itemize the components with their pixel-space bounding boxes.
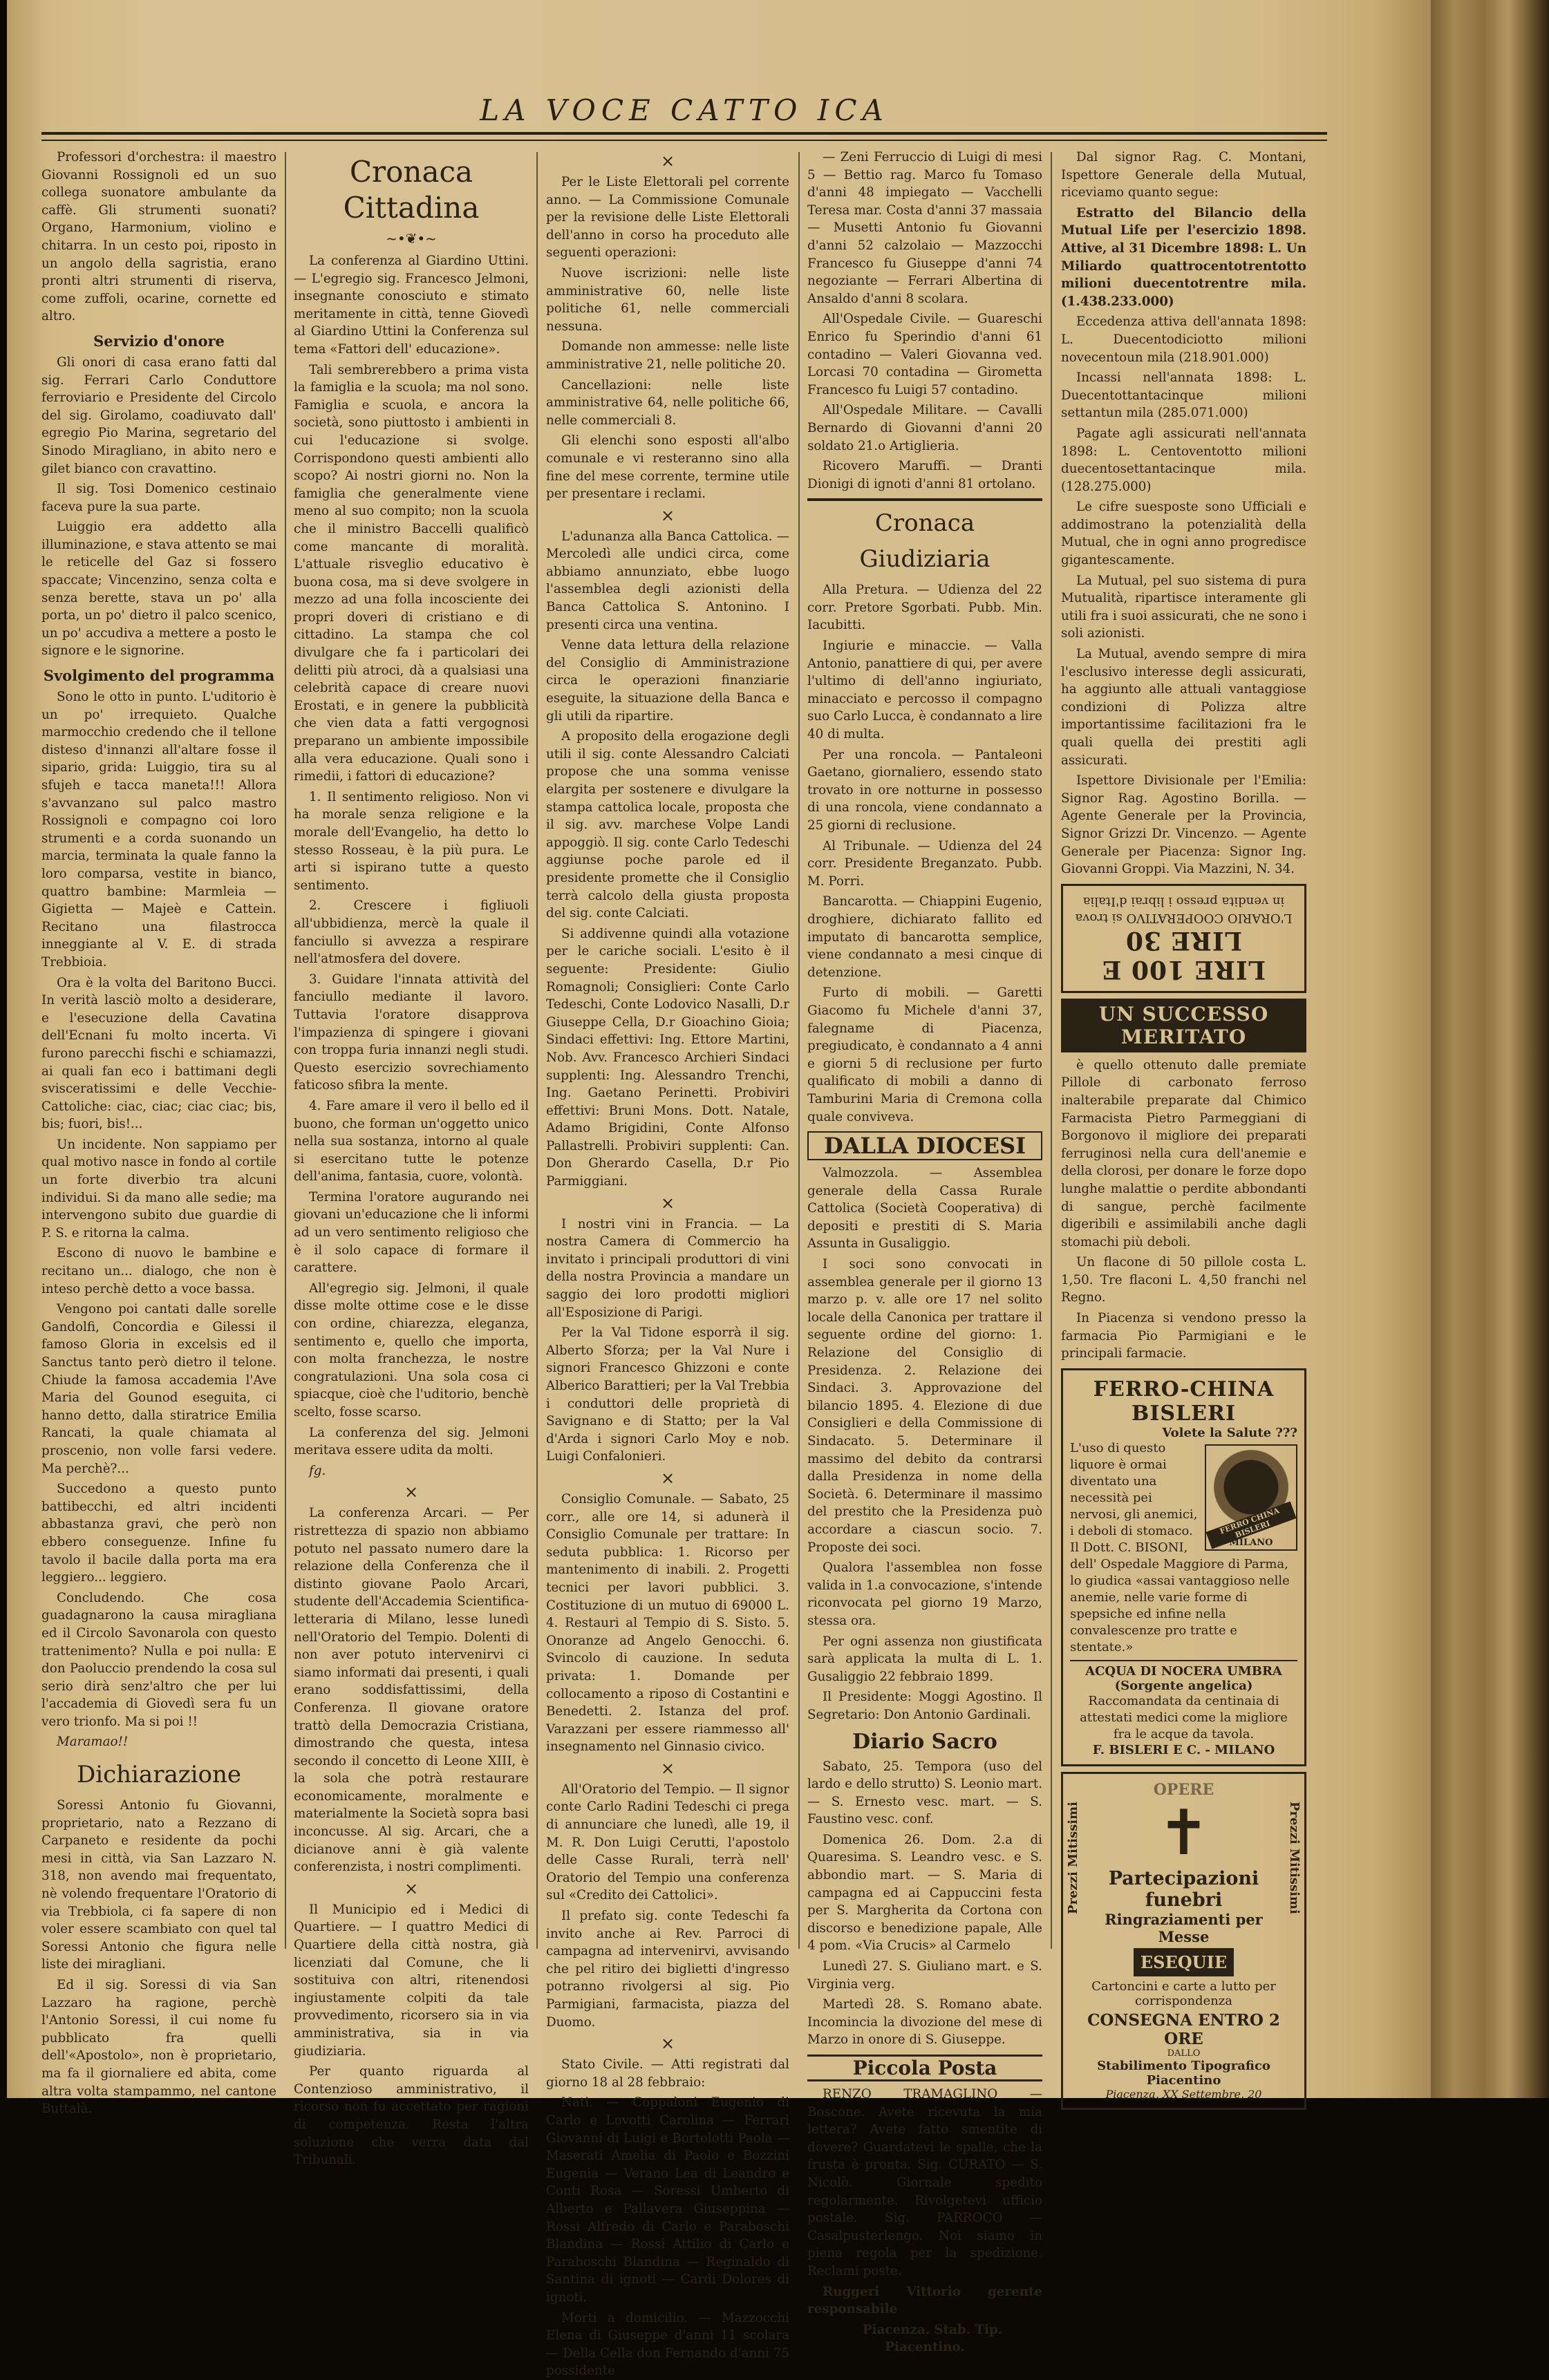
paragraph: Venne data lettura della relazione del Consiglio di Amministrazione circa le operazioni finanziarie eseguite, la situazione della Banca e gli utili da ripartire. xyxy=(546,638,789,724)
separator: × xyxy=(660,1193,675,1213)
column-1 xyxy=(41,149,276,2117)
paragraph: Per le Liste Elettorali pel corrente anno. — La Commissione Comunale per la revisione delle Liste Elettorali dell'anno in corso ha proceduto alle seguenti operazioni: xyxy=(546,175,789,261)
funeral-printing-advertisement xyxy=(1061,1772,1306,2110)
paragraph: Luiggio era addetto alla illuminazione, e stava attento se mai le reticelle del Gaz si fossero spaccate; Vincenzino, senza colta e senza berette, stava un po' alla porta, un po' dietro il palco scenico, un po' accudiva a mettere a posto le signore e le signorine. xyxy=(41,520,276,659)
ad-line: Partecipazioni funebri xyxy=(1108,1867,1259,1911)
paragraph: Nati. — Coppaloni Eugenio di Carlo e Lovotti Carolina — Ferrari Giovanni di Luigi e Bortolotti Paola — Maserati Amelia di Paolo e Bozzini Eugenia — Verano Lea di Leandro e Conti Rosa — Soressi Umberto di Alberto e Pallavera Giuseppina — Rossi Alfredo di Carlo e Paraboschi Blandina — Rossi Attilio di Carlo e Paraboschi Blandina — Reginaldo di Santina di ignoti — Cardi Dolores di ignoti. xyxy=(546,2095,789,2305)
column-divider xyxy=(798,152,800,1949)
paragraph: Soressi Antonio fu Giovanni, proprietario, nato a Rezzano di Carpaneto e residente da pochi mesi in città, via San Lazzaro N. 318, non avendo mai frequentato, nè volendo frequentare l'Oratorio di via Trebbiola, ci fa sapere di non voler essere scambiato con quel tal Soressi Antonio che figura nelle liste dei miragliani. xyxy=(41,1798,276,1972)
paragraph: Cancellazioni: nelle liste amministrative 64, nelle politiche 66, nelle commerciali 8. xyxy=(546,377,789,428)
paragraph: A proposito della erogazione degli utili il sig. conte Alessandro Calciati propose che una somma venisse elargita per sostenere e divulgare la stampa cattolica locale, proposta che il sig. avv. marchese Volpe Landi appoggiò. Il sig. conte Carlo Tedeschi aggiunse poche parole ed il presidente promette che il Consiglio terrà calcolo della giusta proposta del sig. conte Calciati. xyxy=(546,729,789,921)
column-divider xyxy=(536,152,538,1949)
paragraph: All'egregio sig. Jelmoni, il quale disse molte ottime cose e le disse con ordine, chiarezza, eleganza, sentimento e, quello che importa, con molta franchezza, le nostre congratulazioni. Una sola cosa ci spiacque, cioè che l'uditorio, benchè scelto, fosse scarso. xyxy=(294,1281,529,1419)
ornament: ~•❦•~ xyxy=(386,230,437,247)
ad-line: Cartoncini e carte a lutto per corrispondenza xyxy=(1091,1978,1276,2008)
paragraph: Eccedenza attiva dell'annata 1898: L. Duecentodiciotto milioni novecentoun mila (218.901.000) xyxy=(1061,314,1306,365)
paragraph: Per quanto riguarda al Contenzioso amministrativo, il ricorso non fu accettato per ragioni di competenza. Resta l'altra soluzione che verra data dal Tribunali. xyxy=(294,2064,529,2168)
ad-side-label: Prezzi Mitissimi xyxy=(1066,1801,1080,1914)
lion-emblem-icon xyxy=(1205,1444,1297,1551)
ad-line: CONSEGNA ENTRO 2 ORE xyxy=(1087,2010,1280,2048)
masthead-rule xyxy=(41,132,1327,141)
ad-text: Raccomandata da centinaia di attestati medici come la migliore fra le acque da tavola. xyxy=(1080,1693,1288,1741)
paragraph: I soci sono convocati in assemblea generale per il giorno 13 marzo p. v. alle ore 17 nel solito locale della Canonica per trattare il seguente ordine del giorno: 1. Relazione del Consiglio di Presidenza. 2. Relazione dei Sindaci. 3. Approvazione del bilancio 1895. 4. Elezione di due Consiglieri e della Commissione di Sindacato. 5. Determinare il massimo del debito da contrarsi dalla Presidenza in nome della Società. 6. Determinare il massimo del prestito che la Presidenza può accordare a ciascun socio. 7. Proposte dei soci. xyxy=(807,1257,1042,1555)
paragraph: All'Ospedale Militare. — Cavalli Bernardo di Giovanni d'anni 20 soldato 21.o Artiglieria. xyxy=(807,403,1042,453)
newspaper-title: LA VOCE CATTO ICA xyxy=(480,93,889,127)
paragraph: Stato Civile. — Atti registrati dal giorno 18 al 28 febbraio: xyxy=(546,2057,789,2090)
paragraph: Un flacone di 50 pillole costa L. 1,50. Tre flaconi L. 4,50 franchi nel Regno. xyxy=(1061,1255,1306,1305)
paragraph: RENZO TRAMAGLINO — Boscone. Avete ricevuta la mia lettera? Avete fatto smentite di dovere? Guardatevi le spalle, che la frusta è pronta. Sig. CURATO — S. Nicolò. Giornale spedito regolarmente. Rivolgetevi ufficio postale. Sig. PARROCO — Casalpusterlengo. Noi siamo in piena regola per la spedizione. Reclami poste. xyxy=(807,2087,1042,2278)
separator: × xyxy=(404,1878,419,1898)
cross-icon: ✝ xyxy=(1157,1796,1210,1869)
section-heading: Cronaca Giudiziaria xyxy=(807,498,1042,577)
section-heading: Servizio d'onore xyxy=(93,332,225,350)
paragraph: Gli onori di casa erano fatti dal sig. Ferrari Carlo Conduttore ferroviario e Presidente del Circolo del sig. Girolamo, coadiuvato dall' egregio Pio Marina, segretario del Sinodo Miragliano, in abito nero e gilet bianco con cravattino. xyxy=(41,355,276,476)
paragraph: Furto di mobili. — Garetti Giacomo fu Michele d'anni 37, falegname di Piacenza, pregiudicato, è condannato a 4 anni e giorni 5 di reclusione per furto qualificato di mobili a danno di Tamburini Maria di Cremona colla quale conviveva. xyxy=(807,985,1042,1124)
column-5 xyxy=(1061,149,1306,2101)
paragraph: Ora è la volta del Baritono Bucci. In verità lasciò molto a desiderare, e l'esecuzione della Cavatina dell'Ecnani fu molto incerta. Vi furono parecchi fischi e schiamazzi, ai quali fan eco i battimani degli svisceratissimi e delle Vecchie-Cattoliche: ciac, ciac; ciac ciac; bis, bis; fuori, bis!... xyxy=(41,975,276,1132)
column-divider xyxy=(285,152,286,1949)
ad-headline: UN SUCCESSO MERITATO xyxy=(1061,999,1306,1052)
paragraph: Lunedì 27. S. Giuliano mart. e S. Virginia verg. xyxy=(807,1959,1042,1992)
paragraph: Sabato, 25. Tempora (uso del lardo e dello strutto) S. Leonio mart. — S. Ernesto vesc. mart. — S. Faustino vesc. conf. xyxy=(807,1759,1042,1827)
ad-line: Stabilimento Tipografico Piacentino xyxy=(1097,2058,1270,2088)
separator: × xyxy=(660,2034,675,2054)
ad-side-label: Prezzi Mitissimi xyxy=(1287,1801,1302,1914)
ad-label: FERRO CHINA BISLERI xyxy=(1205,1501,1296,1549)
paragraph: Il Municipio ed i Medici di Quartiere. — I quattro Medici di Quartiere della città nostra, già licenziati dal Comune, che li sostituiva con altri, ritenendosi ingiustamente colpiti da tale provvedimento, ricorsero sia in via amministrativa, sia in via giudiziaria. xyxy=(294,1902,529,2059)
paragraph: La Mutual, pel suo sistema di pura Mutualità, ripartisce interamente gli utili fra i suoi assicurati, che ne sono i soli azionisti. xyxy=(1061,573,1306,641)
ad-text: L'ORARIO COOPERATIVO si trova in vendita presso i librai d'Italia xyxy=(1075,894,1293,925)
orario-advertisement xyxy=(1061,884,1306,993)
paragraph: Consiglio Comunale. — Sabato, 25 corr., alle ore 14, si adunerà il Consiglio Comunale per trattare: In seduta pubblica: 1. Ricorso per mantenimento di inabili. 2. Progetti tecnici per lavori pubblici. 3. Costituzione di un mutuo di 69000 L. 4. Restauri al Tempio di S. Sisto. 5. Onoranze ad Angelo Genocchi. 6. Svincolo di cauzione. In seduta privata: 1. Domande per collocamento a riposo di Costantini e Benedetti. 2. Istanza del prof. Varazzani per essere riammesso all' insegnamento nel Ginnasio civico. xyxy=(546,1491,789,1755)
paragraph: La conferenza al Giardino Uttini. — L'egregio sig. Francesco Jelmoni, insegnante conosciuto e stimato meritamente in città, tenne Giovedì al Giardino Uttini la Conferenza sul tema «Fattori dell' educazione». xyxy=(294,254,529,357)
paragraph: La Mutual, avendo sempre di mira l'esclusivo interesse degli assicurati, ha aggiunto alle attuali vantaggiose condizioni di Polizza altre importantissime facilitazioni fra le quali quella dei prestiti agli assicurati. xyxy=(1061,647,1306,768)
separator: × xyxy=(404,1482,419,1502)
paragraph: Gli elenchi sono esposti all'albo comunale e vi resteranno sino alla fine del mese corrente, termine utile per presentare i reclami. xyxy=(546,433,789,502)
paragraph: In Piacenza si vendono presso la farmacia Pio Parmigiani e le principali farmacie. xyxy=(1061,1311,1306,1361)
paragraph: Per ogni assenza non giustificata sarà applicata la multa di L. 1. Gusaliggio 22 febbraio 1899. xyxy=(807,1634,1042,1684)
paragraph: All'Ospedale Civile. — Guareschi Enrico fu Sperindio d'anni 61 contadino — Valeri Giovanna ved. Lorcasi 70 contadina — Girometta Francesco fu Luigi 57 contadino. xyxy=(807,312,1042,397)
paragraph: La conferenza Arcari. — Per ristrettezza di spazio non abbiamo potuto nel passato numero dare la relazione della Conferenza che il distinto giovane Paolo Arcari, studente dell'Accademia Scientifica-letteraria di Milano, lesse lunedì nell'Oratorio del Tempio. Dolenti di non aver potuto intervenirvi ci siamo informati dai presenti, i quali erano soddisfattissimi, della Conferenza. Il giovane oratore trattò della Democrazia Cristiana, dimostrando che questa, intesa secondo il concetto di Leone XIII, è la sola che potrà restaurare economicamente, moralmente e materialmente la Società sopra basi inconcusse. Al sig. Arcari, che a dicianove anni è già valente conferenzista, i nostri complimenti. xyxy=(294,1506,529,1875)
section-heading: DALLA DIOCESI xyxy=(807,1131,1042,1160)
paragraph: Concludendo. Che cosa guadagnarono la causa miragliana ed il Circolo Savonarola con questo trattenimento? Nulla e poi nulla: E don Paoluccio prendendo la cosa sul serio dirà senz'altro che per lui l'accademia di Giovedì sera fu un vero trionfo. Ma si poi !! xyxy=(41,1590,276,1729)
paragraph: Escono di nuovo le bambine e recitano un... dialogo, che non è inteso perchè detto a voce bassa. xyxy=(41,1246,276,1296)
paragraph: Pagate agli assicurati nell'annata 1898: L. Centoventotto milioni duecentosettantacinque mila. (128.275.000) xyxy=(1061,426,1306,494)
paragraph: La conferenza del sig. Jelmoni meritava essere udita da molti. xyxy=(294,1425,529,1458)
column-2 xyxy=(294,149,529,2168)
paragraph: Domande non ammesse: nelle liste amministrative 21, nelle politiche 20. xyxy=(546,339,789,372)
ad-line: Ringraziamenti per Messe xyxy=(1105,1910,1263,1945)
section-heading: Diario Sacro xyxy=(852,1729,997,1754)
section-heading: Cronaca Cittadina xyxy=(343,155,480,225)
paragraph: Ruggeri Vittorio gerente responsabile xyxy=(807,2284,1042,2317)
paragraph: Ispettore Divisionale per l'Emilia: Signor Rag. Agostino Borilla. — Agente Generale per la Provincia, Signor Grizzi Dr. Vincenzo. — Agente Generale per Piacenza: Signor Ing. Giovanni Groppi. Via Mazzini, N. 34. xyxy=(1061,773,1306,877)
paragraph: Per una roncola. — Pantaleoni Gaetano, giornaliero, essendo stato trovato in ore notturne in possesso di una roncola, viene condannato a 25 giorni di reclusione. xyxy=(807,747,1042,833)
ad-top-label: OPERE xyxy=(1153,1780,1214,1799)
paragraph: Alla Pretura. — Udienza del 22 corr. Pretore Sgorbati. Pubb. Min. Iacubitti. xyxy=(807,583,1042,633)
paragraph: Nuove iscrizioni: nelle liste amministrative 60, nelle liste politiche 61, nelle commerciali nessuna. xyxy=(546,265,789,334)
paragraph: Incassi nell'annata 1898: L. Duecentottantacinque milioni settantun mila (285.071.000) xyxy=(1061,370,1306,421)
paragraph: 1. Il sentimento religioso. Non vi ha morale senza religione e la morale dell'Evangelio, ha detto lo stesso Rosseau, è la più pura. Le arti si ispirano tutte a questo sentimento. xyxy=(294,789,529,893)
ad-signature: F. BISLERI E C. - MILANO xyxy=(1092,1742,1275,1757)
paragraph: Dal signor Rag. C. Montani, Ispettore Generale della Mutual, riceviamo quanto segue: xyxy=(1061,150,1306,200)
paragraph: Ingiurie e minaccie. — Valla Antonio, panattiere di qui, per avere l'ultimo di dell'anno ingiuriato, minacciato e percosso il compagno suo Carlo Lucca, è condannato a lire 40 di multa. xyxy=(807,639,1042,742)
signature: fg. xyxy=(309,1463,326,1478)
paragraph: Qualora l'assemblea non fosse valida in 1.a convocazione, s'intende riconvocata pel giorno 19 Marzo, stessa ora. xyxy=(807,1560,1042,1628)
section-heading: Svolgimento del programma xyxy=(43,667,275,685)
column-3 xyxy=(546,149,789,2379)
paragraph: 3. Guidare l'innata attività del fanciullo mediante il lavoro. Tuttavia l'oratore disapprova l'impazienza di spingere i giovani con troppa furia innanzi negli studi. Questo esercizio sovrechiamento faticoso sfibra la mente. xyxy=(294,972,529,1093)
ad-headline: FERRO-CHINA BISLERI xyxy=(1093,1377,1275,1426)
ferro-china-advertisement xyxy=(1061,1368,1306,1766)
separator: × xyxy=(660,1758,675,1778)
paragraph: Piacenza. Stab. Tip. Piacentino. xyxy=(862,2322,1003,2355)
paragraph: Ricovero Maruffi. — Dranti Dionigi di ignoti d'anni 81 ortolano. xyxy=(807,459,1042,491)
paragraph: Il prefato sig. conte Tedeschi fa invito anche ai Rev. Parroci di campagna ad intervenirvi, avvisando che pel ritiro dei biglietti d'ingresso potranno rivolgersi al sig. Pio Parmigiani, farmacista, piazza del Duomo. xyxy=(546,1909,789,2030)
paragraph: Un incidente. Non sappiamo per qual motivo nasce in fondo al cortile un forte diverbio tra alcuni individui. Si da mano alle sedie; ma intervengono subito due guardie di P. S. e ritorna la calma. xyxy=(41,1137,276,1240)
paragraph: Domenica 26. Dom. 2.a di Quaresima. S. Leandro vesc. e S. abbondio mart. — S. Maria di campagna ed ai Cappuccini festa per S. Margherita da Cortona con discorso e benedizione papale, Alle 4 pom. «Via Crucis» al Carmelo xyxy=(807,1832,1042,1954)
paragraph: Al Tribunale. — Udienza del 24 corr. Presidente Breganzato. Pubb. M. Porri. xyxy=(807,838,1042,889)
paragraph: — Zeni Ferruccio di Luigi di mesi 5 — Bettio rag. Marco fu Tomaso d'anni 48 impiegato — Vacchelli Teresa mar. Costa d'anni 37 massaia — Musetti Antonio fu Giovanni d'anni 52 calzolaio — Mazzocchi Francesco fu Giuseppe d'anni 74 negoziante — Ferrari Albertina di Ansaldo d'anni 8 scolara. xyxy=(807,150,1042,306)
ad-headline: LIRE 100 E LIRE 30 xyxy=(1101,925,1266,984)
separator: × xyxy=(660,505,675,525)
section-heading: Piccola Posta xyxy=(807,2055,1042,2081)
paragraph: Succedono a questo punto battibecchi, ed altri incidenti abbastanza gravi, che però non ebbero conseguenze. Infine fu tavolo il bacile dalla porta ma era leggiero... leggiero. xyxy=(41,1482,276,1585)
paragraph: 4. Fare amare il vero il bello ed il buono, che forman un'oggetto unico nella sua sostanza, intorno al quale si esercitano tutte le potenze dell'anima, fantasia, cuore, volontà. xyxy=(294,1098,529,1184)
paragraph: 2. Crescere i figliuoli all'ubbidienza, mercè la quale il fanciullo si avvezza a respirare nell'atmosfera del dovere. xyxy=(294,898,529,967)
paragraph: Estratto del Bilancio della Mutual Life per l'esercizio 1898. Attive, al 31 Dicembre 1898: L. Un Miliardo quattrocentotrentotto milioni duecentotrentre mila. (1.438.233.000) xyxy=(1061,205,1306,309)
separator: × xyxy=(660,1468,675,1488)
paragraph: Si addivenne quindi alla votazione per le cariche sociali. L'esito è il seguente: Presidente: Giulio Romagnoli; Consiglieri: Conte Carlo Tedeschi, Conte Lodovico Nasalli, D.r Giuseppe Cella, D.r Gioachino Gioia; Sindaci effettivi: Ing. Ettore Martini, Nob. Avv. Francesco Archieri Sindaci supplenti: Ing. Alessandro Trenchi, Ing. Gaetano Perinetti. Probiviri effettivi: Bruni Mons. Dott. Natale, Adamo Brigidini, Conte Alfonso Pallastrelli. Probiviri supplenti: Can. Don Gherardo Casella, D.r Pio Parmiggiani. xyxy=(546,926,789,1189)
paragraph: Tali sembrerebbero a prima vista la famiglia e la scuola; ma nol sono. Famiglia e scuola, e ancora la società, sono piuttosto i ambienti in cui l'educazione si svolge. Corrispondono questi ambienti allo scopo? Ai nostri giorni no. Non la famiglia che generalmente viene meno al suo compito; non la scuola che il ministro Baccelli qualificò come mancante di moralità. L'attuale risveglio educativo è buona cosa, ma si deve svolgere in mezzo ad una folla incosciente dei propri doveri di cristiano e di cittadino. La stampa che col divulgare che fa i particolari dei delitti più atroci, dà a qualsiasi una celebrità capace di creare nuovi Erostati, e in genere la pubblicità che vien data a fatti vergognosi preparano un ambiente impossibile alla vera educazione. Quali sono i rimedii, i fattori di educazione? xyxy=(294,362,529,784)
paragraph: Il Presidente: Moggi Agostino. Il Segretario: Don Antonio Gardinali. xyxy=(807,1690,1042,1722)
ad-city: MILANO xyxy=(1229,1537,1273,1548)
paragraph: L'adunanza alla Banca Cattolica. — Mercoledì alle undici circa, come abbiamo annunziato, ebbe luogo l'assemblea degli azionisti della Banca Cattolica S. Antonino. I presenti circa una ventina. xyxy=(546,529,789,632)
section-heading: Dichiarazione xyxy=(76,1761,242,1789)
column-divider xyxy=(1051,152,1052,1949)
paragraph: è quello ottenuto dalle premiate Pillole di carbonato ferroso inalterabile preparate dal Chimico Farmacista Pietro Parmeggiani di Borgonovo il migliore dei preparati ferruginosi nella cura dell'anemie e della clorosi, per donare le forze dopo lunghe malattie o perdite abbondanti di sangue, perchè facilmente digeribili e assimilabili anche dagli stomachi più deboli. xyxy=(1061,1057,1306,1249)
ad-text: L'uso di questo liquore è ormai diventato una necessità pei nervosi, gli anemici, i deboli di stomaco. Il Dott. C. BISONI, dell' Ospedale Maggiore di Parma, lo giudica «assai vantaggioso nelle anemie, nelle varie forme di spepsiche ed infine nella convalescenze pro tratte e stentate.» xyxy=(1070,1440,1290,1654)
paragraph: Il sig. Tosi Domenico cestinaio faceva pure la sua parte. xyxy=(41,482,276,514)
paragraph: Vengono poi cantati dalle sorelle Gandolfi, Concordia e Gilessi il famoso Gloria in excelsis ed il Sanctus tanto però dietro il telone. Chiude la famosa accademia l'Ave Maria del Gounod eseguita, ci hanno detto, dalla stiratrice Emilia Rancati, la quale chiamata al proscenio, non volle farsi vedere. Ma perchè?... xyxy=(41,1302,276,1476)
bound-pages-edge xyxy=(1431,0,1549,2098)
paragraph: Per la Val Tidone esporrà il sig. Alberto Sforza; per la Val Nure i signori Francesco Ghizzoni e conte Alberico Barattieri; per la Val Trebbia i conduttori delle proprietà di Savignano e di Statto; per la Val d'Arda i signori Carlo Moy e nob. Luigi Confalonieri. xyxy=(546,1325,789,1464)
paragraph: Professori d'orchestra: il maestro Giovanni Rossignoli ed un suo collega suonatore ambulante da caffè. Gli strumenti suonati? Organo, Harmonium, violino e chitarra. In un cesto poi, riposto in un angolo della sagristia, erano pronti altri strumenti di riserva, come zuffoli, ocarine, cornette ed altro. xyxy=(41,150,276,324)
signature: Maramao!! xyxy=(57,1735,129,1750)
paragraph: Bancarotta. — Chiappini Eugenio, droghiere, dichiarato fallito ed imputato di bancarotta semplice, viene condannato a mesi cinque di detenzione. xyxy=(807,894,1042,980)
ad-line: DALLO xyxy=(1167,2048,1201,2059)
paragraph: Valmozzola. — Assemblea generale della Cassa Rurale Cattolica (Società Cooperativa) di depositi e prestiti di S. Maria Assunta in Gusaliggio. xyxy=(807,1166,1042,1252)
paragraph: I nostri vini in Francia. — La nostra Camera di Commercio ha invitato i principali produttori di vini della nostra Provincia a mandare un saggio dei loro prodotti migliori all'Esposizione di Parigi. xyxy=(546,1216,789,1320)
masthead xyxy=(41,93,1327,132)
paragraph: Ed il sig. Soressi di via San Lazzaro ha ragione, perchè l'Antonio Soressi, il cui nome fu pubblicato fra quelli dell'«Apostolo», non è proprietario, ma fa il giornaliere ed abita, come altra volta stampammo, nel cantone Buttalà. xyxy=(41,1978,276,2117)
ad-line: Piacenza, XX Settembre, 20 xyxy=(1105,2087,1262,2101)
paragraph: Le cifre suesposte sono Ufficiali e addimostrano la potenzialità della Mutual, che in ogni anno progredisce gigantescamente. xyxy=(1061,500,1306,568)
ad-headline: ACQUA DI NOCERA UMBRA (Sorgente angelica) xyxy=(1070,1660,1297,1693)
paragraph: Termina l'oratore augurando nei giovani un'educazione che li informi ad un vero sentimento religioso che è il solo capace di formare il carattere. xyxy=(294,1189,529,1276)
paragraph: Martedì 28. S. Romano abate. Incomincia la divozione del mese di Marzo in onore di S. Giuseppe. xyxy=(807,1997,1042,2048)
column-4 xyxy=(807,149,1042,2355)
paragraph: Sono le otto in punto. L'uditorio è un po' irrequieto. Qualche marmocchio credendo che il tellone disteso d'innanzi all'altare fosse il sipario, grida: Luiggio, tira su al sfujeh e tacca maneta!!! Allora s'avvanzano sul palco mastro Rossignoli e compagno coi loro strumenti e a corda suonando un marcia, terminata la quale fanno la loro comparsa, vestite in bianco, quattro bambine: Marmleia — Gigietta — Majeè e Cattein. Recitano una filastrocca inneggiante al V. E. di strada Trebbioia. xyxy=(41,690,276,970)
ad-line: ESEQUIE xyxy=(1134,1948,1234,1976)
paragraph: All'Oratorio del Tempio. — Il signor conte Carlo Radini Tedeschi ci prega di annunciare che lunedì, alle 19, il M. R. Don Luigi Cerutti, l'apostolo delle Casse Rurali, terrà nell' Oratorio del Tempio una conferenza sul «Credito dei Cattolici». xyxy=(546,1782,789,1903)
paragraph: Morti a domicilio. — Mazzocchi Elena di Giuseppe d'anni 11 scolara — Della Cella don Fernando d'anni 75 possidente xyxy=(546,2310,789,2379)
ad-subheadline: Volete la Salute ??? xyxy=(1162,1425,1297,1440)
separator: × xyxy=(660,151,675,171)
